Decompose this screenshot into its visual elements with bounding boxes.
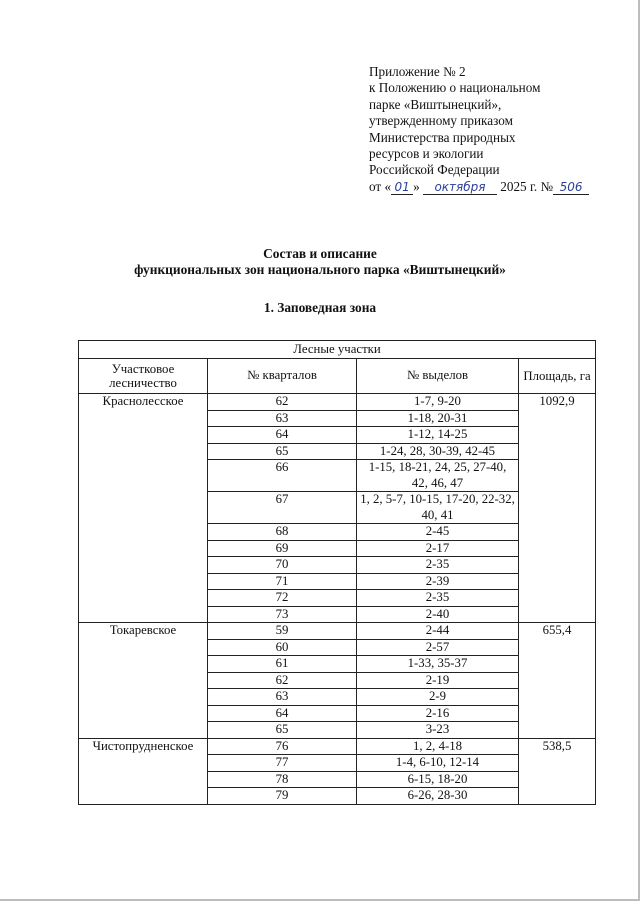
table-row	[79, 623, 596, 640]
forestry-cell: Краснолесское	[79, 394, 208, 623]
section-heading: 1. Заповедная зона	[263, 300, 377, 315]
vydel-cell: 2-57	[357, 639, 519, 656]
vydel-cell: 1, 2, 4-18	[357, 738, 519, 755]
vydel-cell: 1-12, 14-25	[357, 427, 519, 444]
attachment-block	[369, 64, 609, 195]
handwritten-number: 506	[559, 179, 583, 194]
vydel-cell: 2-39	[357, 573, 519, 590]
kvartal-cell: 65	[208, 443, 357, 460]
column-header-area: Площадь, га	[519, 359, 596, 394]
table-row	[79, 394, 596, 411]
forestry-cell: Токаревское	[79, 623, 208, 739]
forest-plots-table	[78, 340, 596, 805]
attachment-line: к Положению о национальном	[369, 80, 541, 96]
forestry-cell: Чистопрудненское	[79, 738, 208, 804]
kvartal-cell: 64	[208, 705, 357, 722]
vydel-cell: 2-45	[357, 524, 519, 541]
date-prefix: от «	[369, 178, 392, 194]
vydel-cell: 2-9	[357, 689, 519, 706]
kvartal-cell: 72	[208, 590, 357, 607]
attachment-line: парке «Виштынецкий»,	[369, 96, 502, 112]
vydel-cell: 1-33, 35-37	[357, 656, 519, 673]
vydel-cell: 2-35	[357, 557, 519, 574]
vydel-cell: 1-7, 9-20	[357, 394, 519, 411]
vydel-cell: 1-4, 6-10, 12-14	[357, 755, 519, 772]
kvartal-cell: 67	[208, 492, 357, 524]
kvartal-cell: 64	[208, 427, 357, 444]
kvartal-cell: 69	[208, 540, 357, 557]
attachment-line: Министерства природных	[369, 129, 516, 145]
attachment-line: утвержденному приказом	[369, 113, 513, 129]
kvartal-cell: 79	[208, 788, 357, 805]
vydel-cell: 2-40	[357, 606, 519, 623]
kvartal-cell: 66	[208, 460, 357, 492]
kvartal-cell: 65	[208, 722, 357, 739]
order-date-line	[369, 179, 609, 195]
date-month-field	[423, 180, 497, 195]
attachment-line: ресурсов и экологии	[369, 146, 484, 162]
kvartal-cell: 71	[208, 573, 357, 590]
kvartal-cell: 59	[208, 623, 357, 640]
column-header-vydel: № выделов	[357, 359, 519, 394]
handwritten-day: 01	[394, 179, 410, 194]
kvartal-cell: 68	[208, 524, 357, 541]
date-mid: »	[413, 178, 420, 194]
kvartal-cell: 62	[208, 394, 357, 411]
kvartal-cell: 70	[208, 557, 357, 574]
kvartal-cell: 61	[208, 656, 357, 673]
vydel-cell: 2-44	[357, 623, 519, 640]
vydel-cell: 2-35	[357, 590, 519, 607]
vydel-cell: 2-16	[357, 705, 519, 722]
area-cell: 655,4	[519, 623, 596, 739]
column-header-kvartal: № кварталов	[208, 359, 357, 394]
kvartal-cell: 60	[208, 639, 357, 656]
vydel-cell: 6-26, 28-30	[357, 788, 519, 805]
vydel-cell: 2-19	[357, 672, 519, 689]
vydel-cell: 1-15, 18-21, 24, 25, 27-40, 42, 46, 47	[357, 460, 519, 492]
document-subtitle: функциональных зон национального парка «Виштынецкий»	[134, 262, 506, 277]
kvartal-cell: 63	[208, 689, 357, 706]
attachment-line: Российской Федерации	[369, 162, 500, 178]
table-body	[79, 394, 596, 805]
vydel-cell: 1, 2, 5-7, 10-15, 17-20, 22-32, 40, 41	[357, 492, 519, 524]
order-number-field	[553, 180, 589, 195]
handwritten-month: октября	[434, 179, 486, 194]
vydel-cell: 2-17	[357, 540, 519, 557]
kvartal-cell: 78	[208, 771, 357, 788]
area-cell: 538,5	[519, 738, 596, 804]
column-header-forestry: Участковое лесничество	[79, 359, 208, 394]
kvartal-cell: 76	[208, 738, 357, 755]
kvartal-cell: 73	[208, 606, 357, 623]
area-cell: 1092,9	[519, 394, 596, 623]
vydel-cell: 6-15, 18-20	[357, 771, 519, 788]
table-caption: Лесные участки	[79, 341, 596, 359]
date-day-field	[391, 180, 413, 195]
table-row	[79, 738, 596, 755]
date-suffix: 2025 г. №	[500, 178, 554, 194]
attachment-line: Приложение № 2	[369, 64, 466, 79]
vydel-cell: 3-23	[357, 722, 519, 739]
document-title: Состав и описание	[263, 246, 377, 261]
vydel-cell: 1-24, 28, 30-39, 42-45	[357, 443, 519, 460]
kvartal-cell: 62	[208, 672, 357, 689]
kvartal-cell: 63	[208, 410, 357, 427]
kvartal-cell: 77	[208, 755, 357, 772]
vydel-cell: 1-18, 20-31	[357, 410, 519, 427]
